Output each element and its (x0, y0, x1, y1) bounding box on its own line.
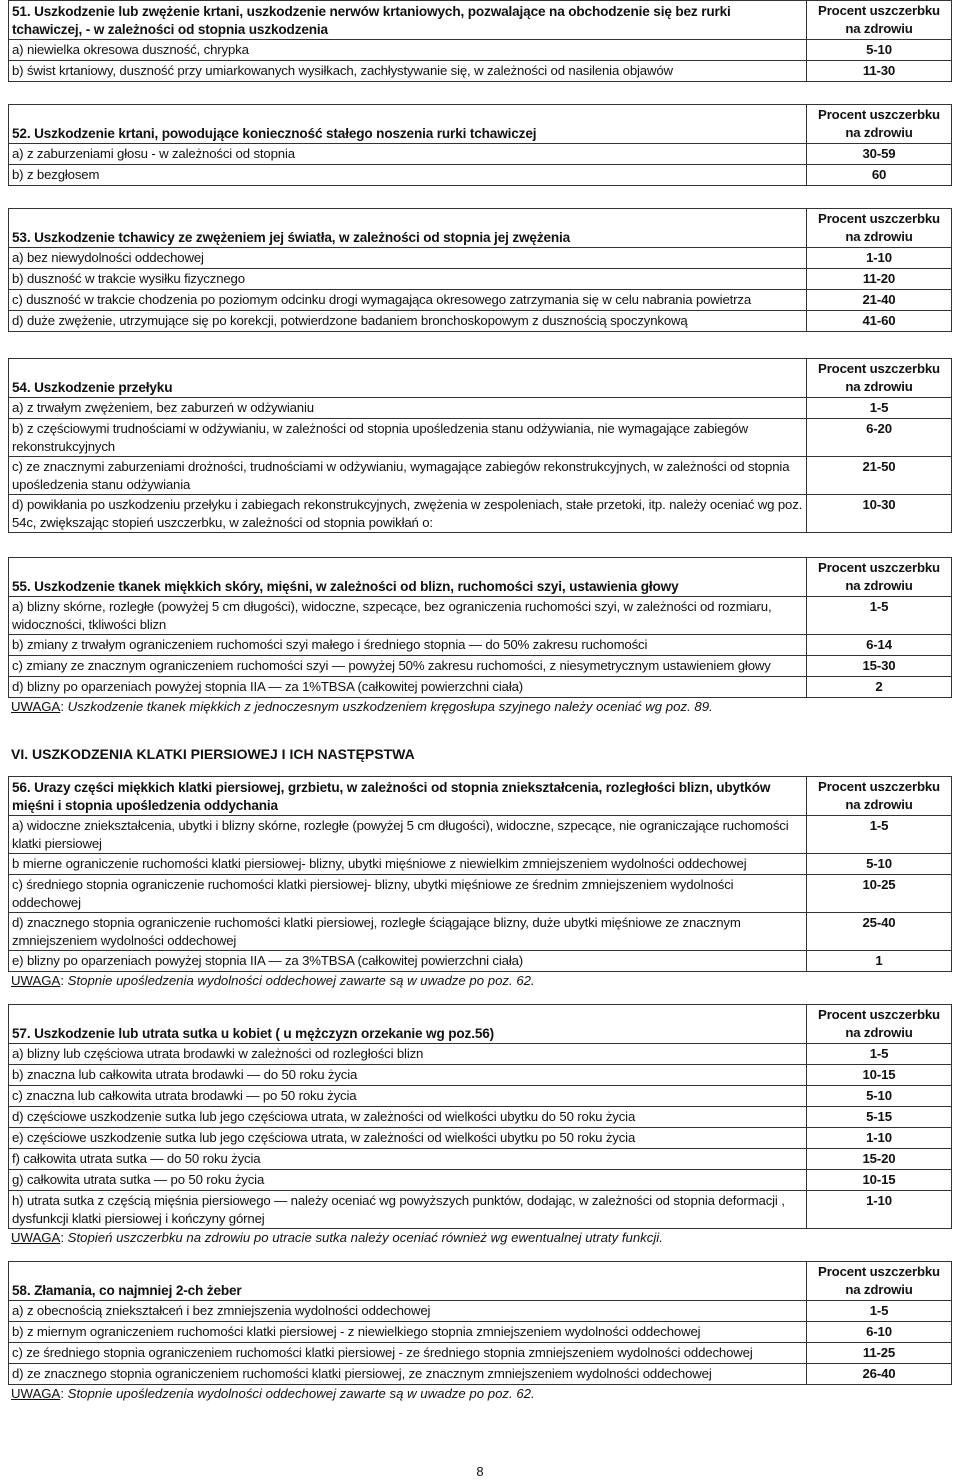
row-percent: 10-25 (807, 875, 952, 913)
table-header-row (9, 209, 952, 248)
note: UWAGA: Stopnie upośledzenia wydolności oddechowej zawarte są w uwadze po poz. 62. (11, 973, 535, 988)
row-percent: 6-14 (807, 635, 952, 656)
table-row (9, 1149, 952, 1170)
row-description: a) blizny lub częściowa utrata brodawki w zależności od rozległości blizn (9, 1044, 807, 1065)
row-percent: 1-10 (807, 1128, 952, 1149)
table-row (9, 290, 952, 311)
table-row (9, 457, 952, 495)
section-title: 53. Uszkodzenie tchawicy ze zwężeniem jej światła, w zależności od stopnia jej zwężenia (9, 209, 807, 248)
injury-table (8, 557, 952, 698)
row-description: c) zmiany ze znacznym ograniczeniem ruchomości szyi — powyżej 50% zakresu ruchomości, z niesymetrycznym ustawieniem głowy (9, 656, 807, 677)
row-percent: 41-60 (807, 311, 952, 332)
row-description: b) z częściowymi trudnościami w odżywianiu, w zależności od stopnia upośledzenia stanu odżywiania, nie wymagające zabiegów rekonstrukcyjnych (9, 419, 807, 457)
note: UWAGA: Stopień uszczerbku na zdrowiu po utracie sutka należy oceniać również wg ewentualnej utraty funkcji. (11, 1230, 663, 1245)
table-row (9, 1364, 952, 1385)
percent-header (807, 105, 952, 144)
row-description: b) świst krtaniowy, duszność przy umiarkowanych wysiłkach, zachłystywanie się, w zależności od nasilenia objawów (9, 61, 807, 82)
section-title: 55. Uszkodzenie tkanek miękkich skóry, mięśni, w zależności od blizn, ruchomości szyi, ustawienia głowy (9, 558, 807, 597)
percent-header (807, 558, 952, 597)
row-percent: 21-40 (807, 290, 952, 311)
percent-header-line1: Procent uszczerbku (818, 107, 940, 122)
row-description: h) utrata sutka z częścią mięśnia piersiowego — należy oceniać wg powyższych punktów, dodając, w zależności od stopnia deformacji , dysfunkcji klatki piersiowej i kończyny górnej (9, 1191, 807, 1229)
table-row (9, 677, 952, 698)
table-row (9, 875, 952, 913)
table-row (9, 816, 952, 854)
percent-header (807, 209, 952, 248)
row-percent: 1 (807, 951, 952, 972)
row-description: c) ze znacznymi zaburzeniami drożności, trudnościami w odżywianiu, wymagające zabiegów rekonstrukcyjnych, w zależności od stopnia upośledzenia stanu odżywiania (9, 457, 807, 495)
row-percent: 21-50 (807, 457, 952, 495)
percent-header-line1: Procent uszczerbku (818, 3, 940, 18)
row-description: a) niewielka okresowa duszność, chrypka (9, 40, 807, 61)
row-description: d) powikłania po uszkodzeniu przełyku i zabiegach rekonstrukcyjnych, zwężenia w zespoleniach, stałe przetoki, itp. należy oceniać wg poz. 54c, zwiększając stopień uszczerbku, w zależności od stopnia powikłań o: (9, 495, 807, 533)
table-row (9, 1343, 952, 1364)
note-text: Stopień uszczerbku na zdrowiu po utracie sutka należy oceniać również wg ewentualnej utraty funkcji. (67, 1230, 663, 1245)
row-percent: 26-40 (807, 1364, 952, 1385)
table-row (9, 311, 952, 332)
row-description: c) duszność w trakcie chodzenia po poziomym odcinku drogi wymagająca okresowego zatrzymania się w celu nabrania powietrza (9, 290, 807, 311)
table-row (9, 913, 952, 951)
percent-header-line1: Procent uszczerbku (818, 211, 940, 226)
row-description: b) znaczna lub całkowita utrata brodawki — do 50 roku życia (9, 1065, 807, 1086)
row-percent: 11-25 (807, 1343, 952, 1364)
percent-header (807, 1262, 952, 1301)
chapter-heading: VI. USZKODZENIA KLATKI PIERSIOWEJ I ICH NASTĘPSTWA (11, 746, 415, 762)
percent-header-line2: na zdrowiu (845, 1025, 913, 1040)
table-header-row (9, 1005, 952, 1044)
row-description: a) bez niewydolności oddechowej (9, 248, 807, 269)
table-row (9, 495, 952, 533)
table-row (9, 248, 952, 269)
row-description: b) z bezgłosem (9, 165, 807, 186)
percent-header-line1: Procent uszczerbku (818, 1007, 940, 1022)
percent-header-line2: na zdrowiu (845, 797, 913, 812)
row-percent: 10-15 (807, 1170, 952, 1191)
table-row (9, 144, 952, 165)
section-51 (8, 0, 952, 82)
section-58 (8, 1261, 952, 1403)
table-row (9, 1301, 952, 1322)
percent-header (807, 1005, 952, 1044)
table-header-row (9, 105, 952, 144)
injury-table (8, 1004, 952, 1229)
table-row (9, 398, 952, 419)
section-title: 54. Uszkodzenie przełyku (9, 359, 807, 398)
table-row (9, 1170, 952, 1191)
row-description: d) częściowe uszkodzenie sutka lub jego częściowa utrata, w zależności od wielkości ubytku do 50 roku życia (9, 1107, 807, 1128)
injury-table (8, 1261, 952, 1385)
percent-header-line2: na zdrowiu (845, 21, 913, 36)
row-percent: 1-5 (807, 597, 952, 635)
row-description: a) z trwałym zwężeniem, bez zaburzeń w odżywianiu (9, 398, 807, 419)
percent-header (807, 359, 952, 398)
note-label: UWAGA (11, 1386, 61, 1401)
percent-header-line2: na zdrowiu (845, 125, 913, 140)
table-row (9, 1322, 952, 1343)
note-text: Uszkodzenie tkanek miękkich z jednoczesnym uszkodzeniem kręgosłupa szyjnego należy oceniać wg poz. 89. (67, 699, 713, 714)
note: UWAGA: Uszkodzenie tkanek miękkich z jednoczesnym uszkodzeniem kręgosłupa szyjnego należy oceniać wg poz. 89. (11, 699, 713, 714)
row-description: b mierne ograniczenie ruchomości klatki piersiowej- blizny, ubytki mięśniowe z niewielkim zmniejszeniem wydolności oddechowej (9, 854, 807, 875)
row-description: a) z obecnością zniekształceń i bez zmniejszenia wydolności oddechowej (9, 1301, 807, 1322)
row-percent: 6-10 (807, 1322, 952, 1343)
table-row (9, 1128, 952, 1149)
section-53 (8, 208, 952, 332)
section-title: 51. Uszkodzenie lub zwężenie krtani, uszkodzenie nerwów krtaniowych, pozwalające na obchodzenie się bez rurki tchawiczej, - w zależności od stopnia uszkodzenia (9, 1, 807, 40)
row-description: a) z zaburzeniami głosu - w zależności od stopnia (9, 144, 807, 165)
row-percent: 30-59 (807, 144, 952, 165)
table-row (9, 635, 952, 656)
percent-header-line2: na zdrowiu (845, 229, 913, 244)
row-percent: 1-10 (807, 248, 952, 269)
table-row (9, 61, 952, 82)
note-label: UWAGA (11, 973, 61, 988)
page-number: 8 (476, 1464, 484, 1479)
row-percent: 5-10 (807, 854, 952, 875)
row-description: b) duszność w trakcie wysiłku fizycznego (9, 269, 807, 290)
table-header-row (9, 1262, 952, 1301)
row-description: f) całkowita utrata sutka — do 50 roku życia (9, 1149, 807, 1170)
row-description: a) blizny skórne, rozległe (powyżej 5 cm długości), widoczne, szpecące, bez ograniczenia ruchomości szyi, w zależności od rozmiaru, widoczności, tkliwości blizn (9, 597, 807, 635)
percent-header-line1: Procent uszczerbku (818, 560, 940, 575)
table-header-row (9, 558, 952, 597)
row-percent: 25-40 (807, 913, 952, 951)
row-percent: 11-20 (807, 269, 952, 290)
percent-header-line1: Procent uszczerbku (818, 779, 940, 794)
row-percent: 1-5 (807, 398, 952, 419)
percent-header (807, 777, 952, 816)
table-header-row (9, 359, 952, 398)
document (8, 0, 952, 1403)
section-52 (8, 104, 952, 186)
injury-table (8, 0, 952, 82)
row-percent: 15-30 (807, 656, 952, 677)
row-description: g) całkowita utrata sutka — po 50 roku życia (9, 1170, 807, 1191)
note-label: UWAGA (11, 699, 61, 714)
section-54 (8, 358, 952, 533)
row-description: c) ze średniego stopnia ograniczeniem ruchomości klatki piersiowej - ze średniego stopnia zmniejszeniem wydolności oddechowej (9, 1343, 807, 1364)
row-percent: 10-15 (807, 1065, 952, 1086)
row-description: d) blizny po oparzeniach powyżej stopnia IIA — za 1%TBSA (całkowitej powierzchni ciała) (9, 677, 807, 698)
row-description: e) częściowe uszkodzenie sutka lub jego częściowa utrata, w zależności od wielkości ubytku po 50 roku życia (9, 1128, 807, 1149)
section-55 (8, 557, 952, 716)
table-row (9, 1044, 952, 1065)
row-percent: 2 (807, 677, 952, 698)
row-percent: 1-5 (807, 1301, 952, 1322)
table-row (9, 1086, 952, 1107)
row-description: d) duże zwężenie, utrzymujące się po korekcji, potwierdzone badaniem bronchoskopowym z dusznością spoczynkową (9, 311, 807, 332)
row-percent: 60 (807, 165, 952, 186)
table-header-row (9, 777, 952, 816)
row-percent: 5-10 (807, 40, 952, 61)
injury-table (8, 776, 952, 972)
injury-table (8, 208, 952, 332)
section-57 (8, 1004, 952, 1247)
row-percent: 15-20 (807, 1149, 952, 1170)
note-text: Stopnie upośledzenia wydolności oddechowej zawarte są w uwadze po poz. 62. (67, 973, 535, 988)
table-row (9, 597, 952, 635)
note-text: Stopnie upośledzenia wydolności oddechowej zawarte są w uwadze po poz. 62. (67, 1386, 535, 1401)
row-description: d) znacznego stopnia ograniczenie ruchomości klatki piersiowej, rozległe ściągające blizny, duże ubytki mięśniowe ze znacznym zmniejszeniem wydolności oddechowej (9, 913, 807, 951)
table-row (9, 419, 952, 457)
row-percent: 1-5 (807, 816, 952, 854)
row-description: d) ze znacznego stopnia ograniczeniem ruchomości klatki piersiowej, ze znacznym zmniejszeniem wydolności oddechowej (9, 1364, 807, 1385)
table-row (9, 40, 952, 61)
table-row (9, 951, 952, 972)
row-percent: 11-30 (807, 61, 952, 82)
table-row (9, 1191, 952, 1229)
table-row (9, 854, 952, 875)
injury-table (8, 358, 952, 533)
row-description: a) widoczne zniekształcenia, ubytki i blizny skórne, rozległe (powyżej 5 cm długości), widoczne, szpecące, nie ograniczające ruchomości klatki piersiowej (9, 816, 807, 854)
row-description: c) średniego stopnia ograniczenie ruchomości klatki piersiowej- blizny, ubytki mięśniowe ze średnim zmniejszeniem wydolności oddechowej (9, 875, 807, 913)
row-percent: 1-10 (807, 1191, 952, 1229)
note-label: UWAGA (11, 1230, 61, 1245)
row-description: b) z miernym ograniczeniem ruchomości klatki piersiowej - z niewielkiego stopnia zmniejszeniem wydolności oddechowej (9, 1322, 807, 1343)
row-description: e) blizny po oparzeniach powyżej stopnia IIA — za 3%TBSA (całkowitej powierzchni ciała) (9, 951, 807, 972)
row-description: b) zmiany z trwałym ograniczeniem ruchomości szyi małego i średniego stopnia — do 50% zakresu ruchomości (9, 635, 807, 656)
table-row (9, 1065, 952, 1086)
section-title: 57. Uszkodzenie lub utrata sutka u kobiet ( u mężczyzn orzekanie wg poz.56) (9, 1005, 807, 1044)
table-row (9, 269, 952, 290)
section-56 (8, 776, 952, 990)
percent-header-line2: na zdrowiu (845, 578, 913, 593)
percent-header-line2: na zdrowiu (845, 1282, 913, 1297)
row-percent: 1-5 (807, 1044, 952, 1065)
row-percent: 6-20 (807, 419, 952, 457)
table-row (9, 165, 952, 186)
row-percent: 5-10 (807, 1086, 952, 1107)
note: UWAGA: Stopnie upośledzenia wydolności oddechowej zawarte są w uwadze po poz. 62. (11, 1386, 535, 1401)
row-description: c) znaczna lub całkowita utrata brodawki — po 50 roku życia (9, 1086, 807, 1107)
table-header-row (9, 1, 952, 40)
section-title: 56. Urazy części miękkich klatki piersiowej, grzbietu, w zależności od stopnia zniekształcenia, rozległości blizn, ubytków mięśni i stopnia upośledzenia oddychania (9, 777, 807, 816)
percent-header-line1: Procent uszczerbku (818, 1264, 940, 1279)
percent-header (807, 1, 952, 40)
table-row (9, 656, 952, 677)
row-percent: 10-30 (807, 495, 952, 533)
section-title: 58. Złamania, co najmniej 2-ch żeber (9, 1262, 807, 1301)
injury-table (8, 104, 952, 186)
percent-header-line1: Procent uszczerbku (818, 361, 940, 376)
percent-header-line2: na zdrowiu (845, 379, 913, 394)
row-percent: 5-15 (807, 1107, 952, 1128)
section-title: 52. Uszkodzenie krtani, powodujące konieczność stałego noszenia rurki tchawiczej (9, 105, 807, 144)
table-row (9, 1107, 952, 1128)
